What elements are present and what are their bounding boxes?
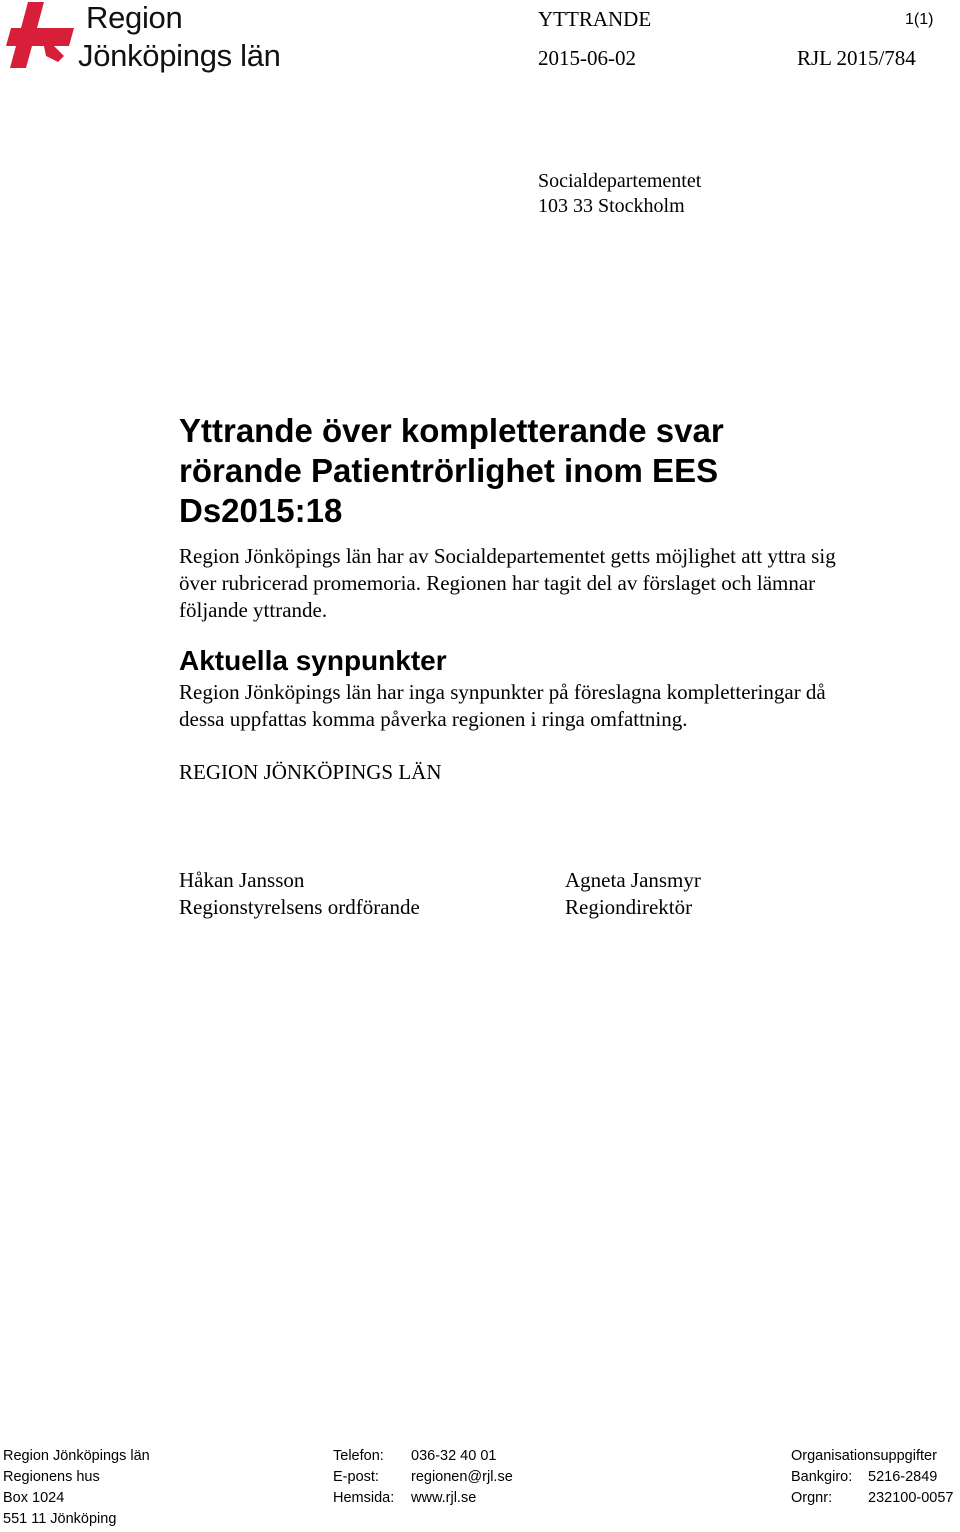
- signer-title: Regionstyrelsens ordförande: [179, 895, 420, 919]
- intro-paragraph: [179, 543, 836, 624]
- title-line: Yttrande över kompletterande svar: [179, 412, 724, 449]
- footer-address-line: Box 1024: [3, 1490, 65, 1506]
- footer-address-line: Regionens hus: [3, 1469, 100, 1485]
- signer-title: Regiondirektör: [565, 895, 693, 919]
- section-heading: Aktuella synpunkter: [179, 645, 447, 676]
- paragraph-line: Region Jönköpings län har inga synpunkter på föreslagna kompletteringar då: [179, 680, 826, 704]
- title-line: Ds2015:18: [179, 492, 343, 529]
- footer-org-heading: Organisationsuppgifter: [791, 1448, 937, 1464]
- footer-orgnr: 232100-0057: [868, 1490, 954, 1506]
- recipient-city: 103 33 Stockholm: [538, 195, 685, 217]
- footer-contact-label: Hemsida:: [333, 1490, 395, 1506]
- document-type: YTTRANDE: [538, 7, 652, 31]
- footer-address-line: 551 11 Jönköping: [3, 1511, 117, 1527]
- logo-word-region: Region: [86, 0, 183, 35]
- footer-contact-label: E-post:: [333, 1469, 379, 1485]
- title-line: rörande Patientrörlighet inom EES: [179, 452, 719, 489]
- document-date: 2015-06-02: [538, 46, 636, 70]
- footer-phone: 036-32 40 01: [411, 1448, 497, 1464]
- footer-org-label: Bankgiro:: [791, 1469, 853, 1485]
- paragraph-line: Region Jönköpings län har av Socialdepartementet getts möjlighet att yttra sig: [179, 544, 836, 568]
- footer-org-values: [868, 1467, 953, 1509]
- footer-org-labels: [791, 1467, 852, 1509]
- footer-contact-label: Telefon:: [333, 1448, 384, 1464]
- reference-number: RJL 2015/784: [797, 46, 916, 70]
- footer-bankgiro: 5216-2849: [868, 1469, 938, 1485]
- footer-contact-labels: [333, 1446, 394, 1509]
- page-number: 1(1): [905, 11, 934, 28]
- paragraph-line: följande yttrande.: [179, 598, 328, 622]
- document-title: [179, 411, 724, 531]
- footer-website: www.rjl.se: [411, 1490, 477, 1506]
- paragraph-line: över rubricerad promemoria. Regionen har tagit del av förslaget och lämnar: [179, 571, 816, 595]
- signer-name: Agneta Jansmyr: [565, 868, 701, 892]
- region-cross-icon: [6, 2, 76, 68]
- footer-email: regionen@rjl.se: [411, 1469, 513, 1485]
- footer-contact-values: [411, 1446, 513, 1509]
- logo-word-jonkopings-lan: Jönköpings län: [78, 38, 281, 73]
- paragraph-line: dessa uppfattas komma påverka regionen i ringa omfattning.: [179, 707, 688, 731]
- footer-address: [3, 1446, 150, 1530]
- recipient-name: Socialdepartementet: [538, 170, 702, 192]
- signer-name: Håkan Jansson: [179, 868, 305, 892]
- footer-org-label: Orgnr:: [791, 1490, 833, 1506]
- footer-address-line: Region Jönköpings län: [3, 1448, 150, 1464]
- section-paragraph: [179, 679, 826, 733]
- signing-organisation: REGION JÖNKÖPINGS LÄN: [179, 760, 442, 784]
